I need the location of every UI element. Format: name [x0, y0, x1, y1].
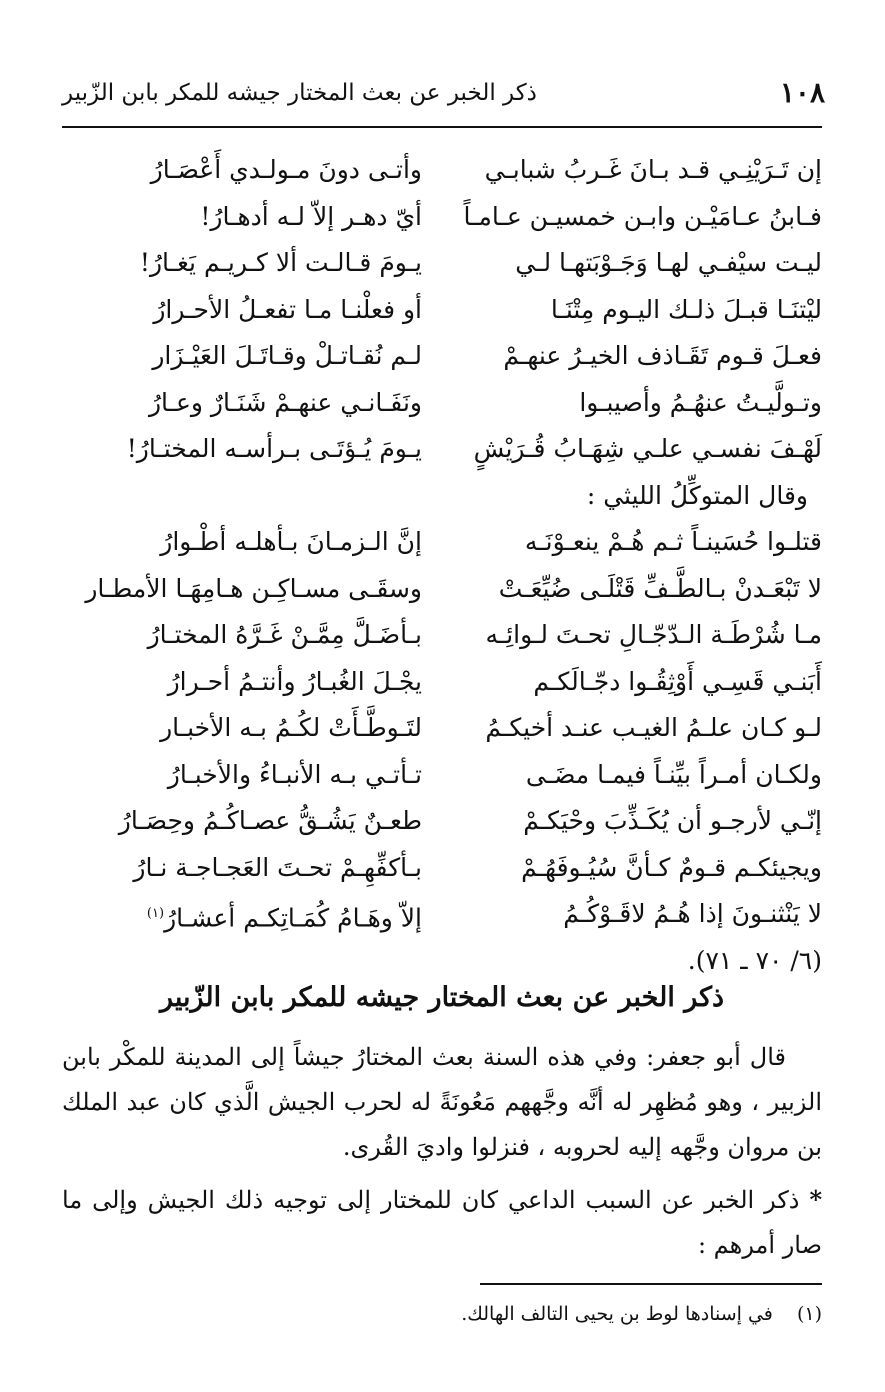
verse-line: بـأضَـلَّ مِمَّـنْ غَـرَّهُ المختـارُ — [147, 620, 422, 649]
footnote-marker: (١) — [146, 906, 165, 921]
footnote — [300, 1303, 822, 1325]
verse-line: أو فعلْنـا مـا تفعـلُ الأحـرارُ — [153, 294, 422, 324]
footnote-text: في إسنادها لوط بن يحيى التالف الهالك. — [461, 1303, 773, 1325]
running-header-title: ذكر الخبر عن بعث المختار جيشه للمكر بابن الزّبير — [62, 80, 537, 106]
verse-line: لَهْـفَ نفسـي علـي شِهَـابُ قُـرَيْشٍ — [473, 434, 822, 463]
poem-column-right — [462, 147, 822, 984]
verse-line: فعـلَ قـوم تَقَـاذف الخيـرُ عنهـمْ — [503, 341, 822, 370]
source-reference: (٦/ ٧٠ ـ ٧١). — [687, 945, 822, 975]
section-heading: ذكر الخبر عن بعث المختار جيشه للمكر بابن الزّبير — [159, 982, 725, 1013]
verse-line: لـو كـان علـمُ الغيـب عنـد أخيكـمُ — [485, 713, 822, 742]
verse-line: ولكـان أمـراً بيِّنـاً فيمـا مضَـى — [525, 759, 822, 789]
page-number: ١٠٨ — [779, 76, 825, 109]
footnote-number: (١) — [796, 1303, 822, 1325]
body-paragraph: قال أبو جعفر: وفي هذه السنة بعث المختارُ جيشاً إلى المدينة للمكْر بابن الزبير ، وهو مُظهِر له أنَّه وجَّههم مَعُونَةً له لحرب الجيش الَّذي كان عبد الملك بن مروان وجَّهه إليه لحروبه ، فنزلوا واديَ القُرى. — [62, 1043, 822, 1161]
verse-line: ويجيئكـم قـومٌ كـأنَّ سُيُـوفَهُـمْ — [521, 852, 822, 882]
poem-column-left — [62, 147, 422, 938]
verse-line: إن تَـرَيْنِـي قـد بـانَ غَـربُ شبابـي — [484, 155, 822, 184]
body-paragraph-bullet — [62, 1177, 822, 1268]
verse-line: طعـنٌ يَشُـقُّ عصـاكُـمُ وحِصَـارُ — [118, 806, 422, 835]
verse-line: ونَفَـانـي عنهـمْ شَنَـارٌ وعـارُ — [148, 387, 422, 417]
verse-line: يـومَ قـالـت ألا كـريـم يَغـارُ! — [139, 248, 422, 277]
verse-line: أَبَنـي قَسِـي أَوْثِقُـوا دجّـالَكـم — [533, 666, 822, 696]
verse-line: يـومَ يُـؤتَـى بـرأسـه المختـارُ! — [126, 434, 422, 463]
verse-line: قتلـوا حُسَينـاً ثـم هُـمْ ينعـوْنَـه — [524, 527, 822, 556]
verse-line: لا يَنْثنـونَ إذا هُـمُ لاقَـوْكُـمُ — [563, 899, 822, 928]
bullet-star-icon: * — [809, 1185, 822, 1214]
poem-intro: وقال المتوكِّلُ الليثي : — [586, 480, 808, 510]
verse-line: لـم نُقـاتـلْ وقـاتَـلَ العَيْـزَار — [152, 341, 422, 370]
verse-line: إنَّ الـزمـانَ بـأهلـه أطْـوارُ — [160, 527, 422, 556]
verse-line — [62, 891, 422, 938]
bullet-text: ذكر الخبر عن السبب الداعي كان للمختار إلى توجيه ذلك الجيش وإلى ما صار أمرهم : — [62, 1186, 822, 1259]
verse-line: تـأتـي بـه الأنبـاءُ والأخبـارُ — [167, 759, 422, 789]
verse-line: مـا شُرْطَـة الـدّجّـالِ تحـتَ لـوائِـه — [485, 620, 822, 649]
verse-text: إلاّ وهَـامُ كُمَـاتِكـم أعشـارُ — [164, 903, 422, 933]
verse-line: وسقَـى مسـاكِـن هـامِهَـا الأمطـار — [85, 573, 422, 603]
verse-line: أيّ دهـر إلاّ لـه أدهـارُ! — [200, 201, 422, 231]
verse-line: لا تَبْعَـدنْ بـالطَّـفِّ قَتْلَـى ضُيِّعَـتْ — [498, 573, 822, 603]
verse-line: وأتـى دونَ مـولـدي أَعْصَـارُ — [150, 155, 422, 184]
verse-line: فـابنُ عـامَيْـن وابـن خمسيـن عـامـاً — [463, 201, 822, 231]
verse-line: يجْـلَ الغُبـارُ وأنتـمُ أحـرارُ — [167, 666, 422, 696]
header-divider — [62, 126, 822, 128]
verse-spacer — [62, 473, 422, 520]
verse-line: إنّـي لأرجـو أن يُكَـذِّبَ وحْيَكـمْ — [523, 806, 822, 835]
verse-line: بـأكفِّهِـمْ تحـتَ العَجـاجـة نـارُ — [133, 852, 422, 882]
verse-line: ليْتنَـا قبـلَ ذلـك اليـوم مِتْنَـا — [550, 294, 822, 324]
footnote-divider — [480, 1283, 822, 1285]
verse-line: ليـت سيْفـي لهـا وَجَـوْبَتهـا لـي — [515, 248, 822, 277]
verse-line: لتَـوطَّـأَتْ لكُـمُ بـه الأخبـار — [160, 713, 422, 742]
verse-line: وتـولَّيـتُ عنهُـمُ وأصيبـوا — [579, 387, 822, 417]
